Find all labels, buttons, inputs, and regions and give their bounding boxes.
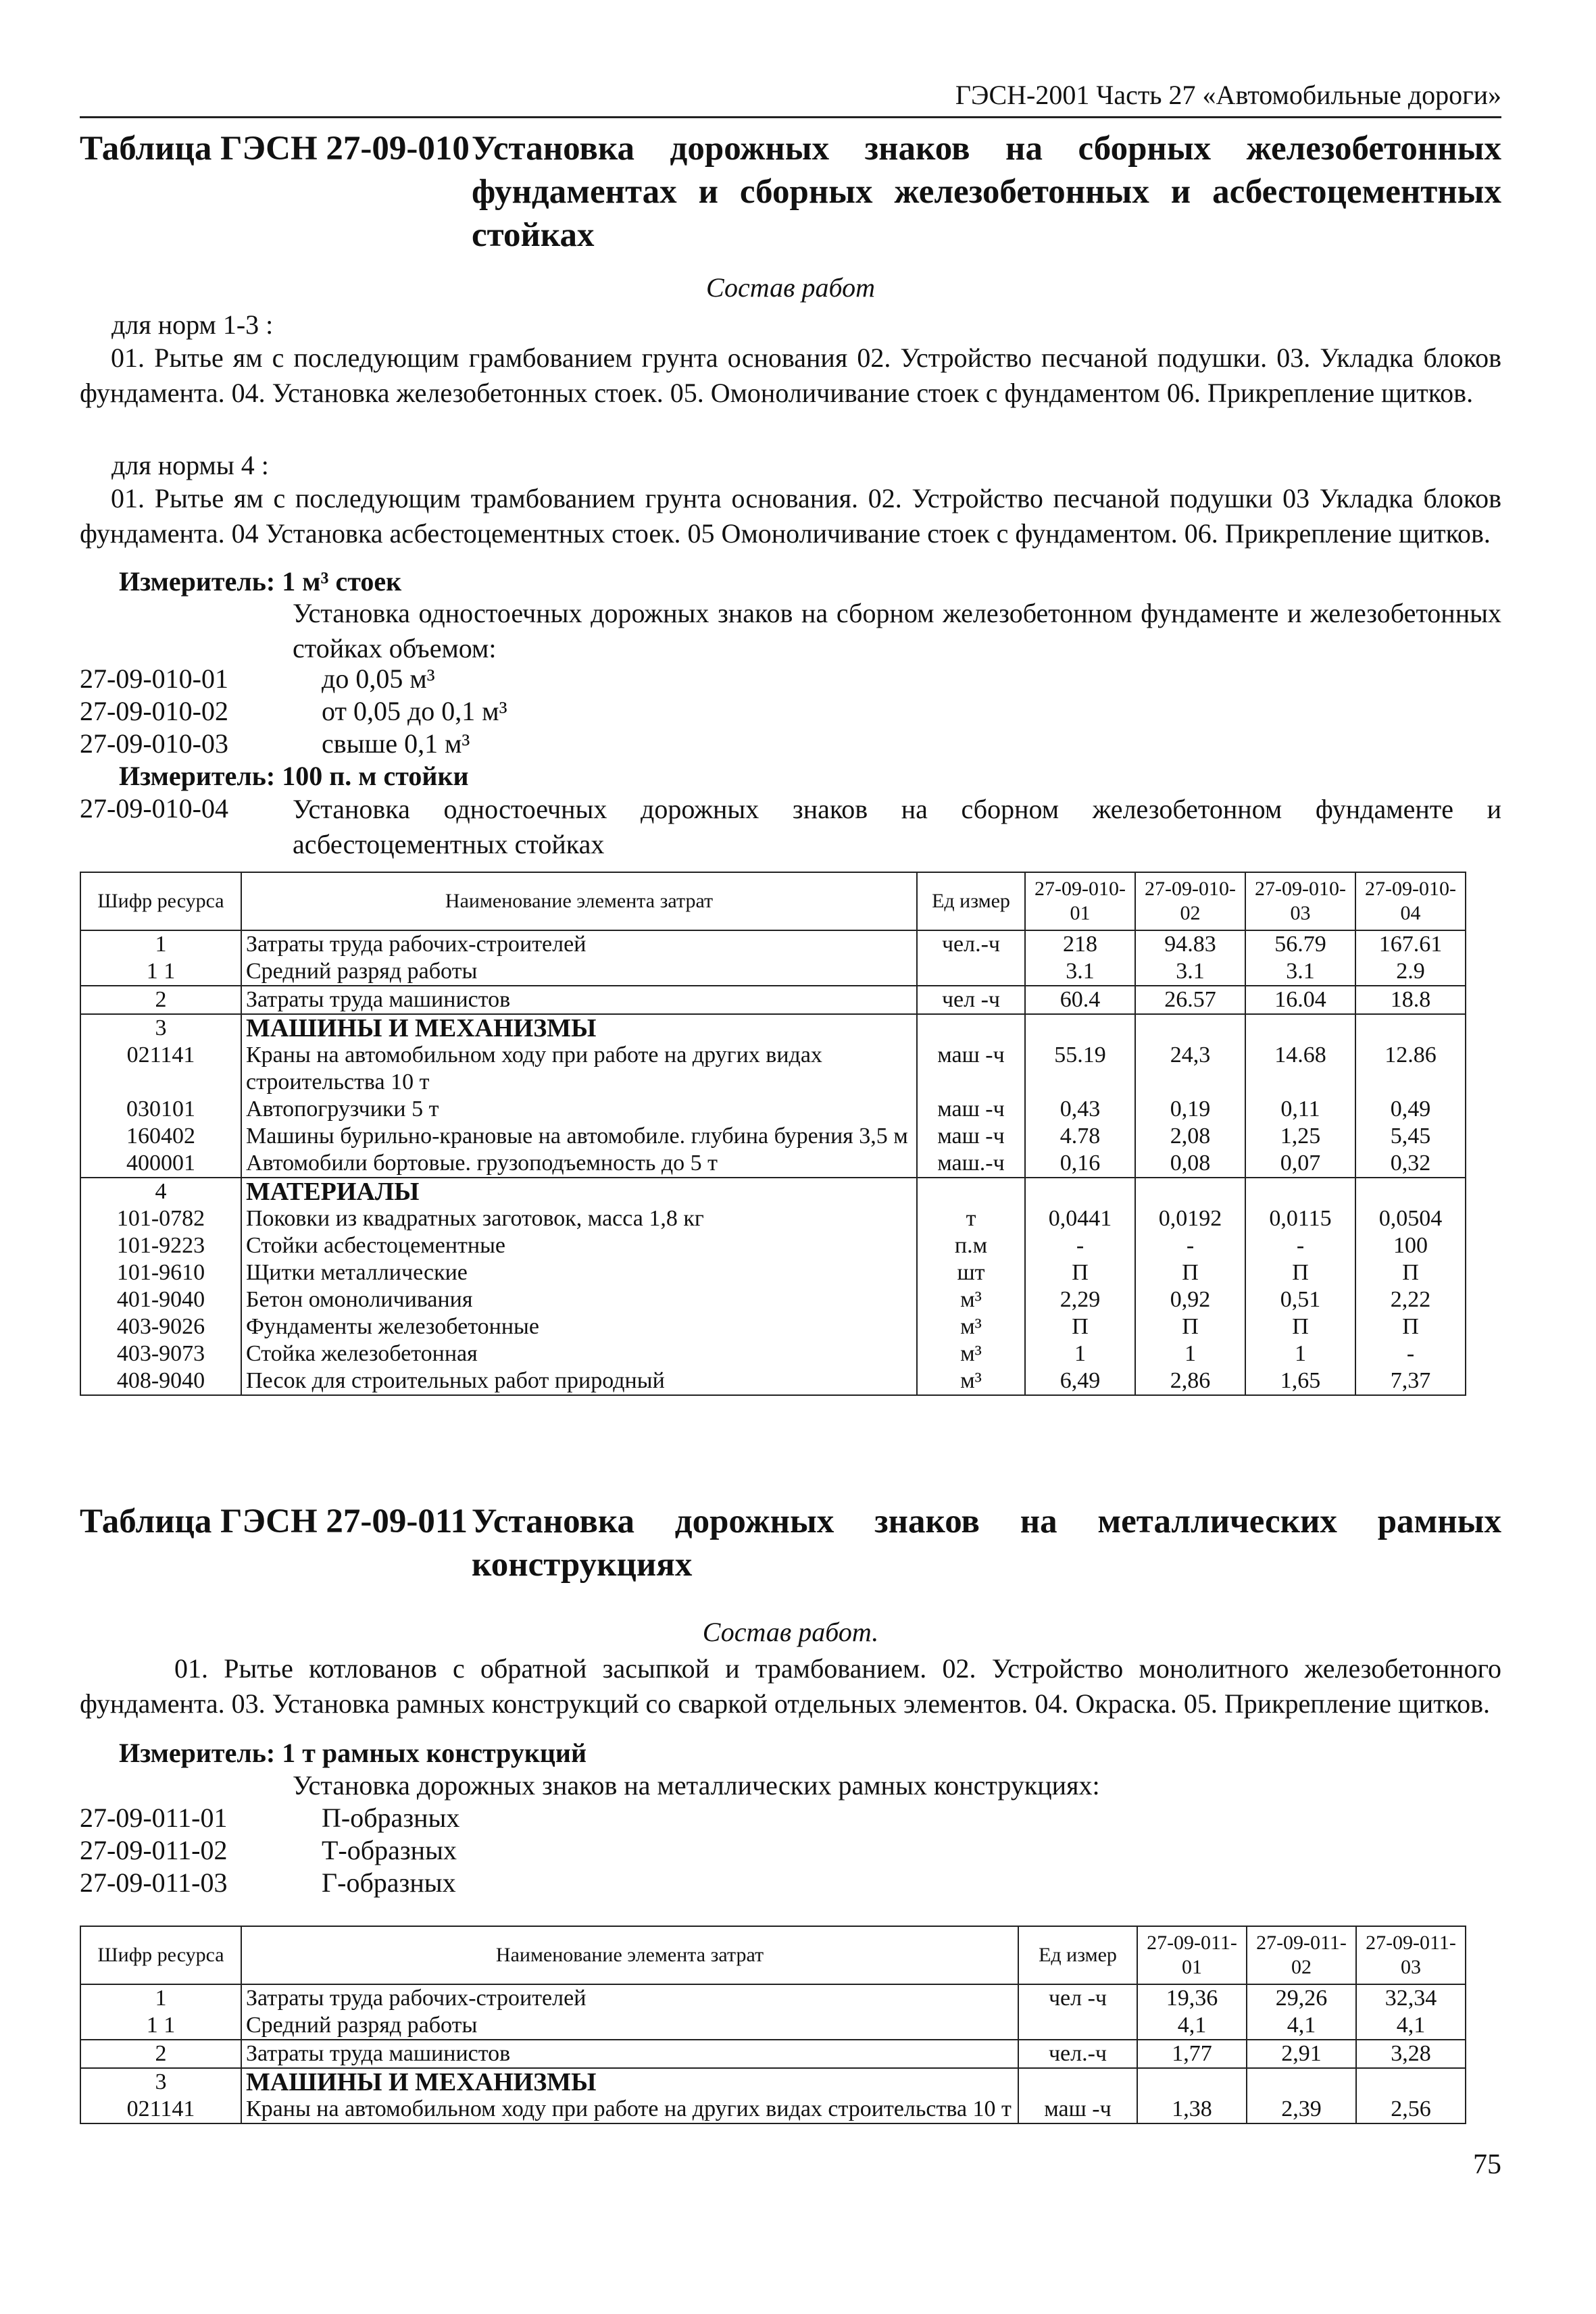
unit-cell: чел.-ч <box>1018 2040 1137 2068</box>
value-cell: - <box>1355 1340 1466 1367</box>
value-cell: 12.86 <box>1355 1042 1466 1096</box>
value-cell: П <box>1355 1313 1466 1340</box>
cost-item-name: Стойки асбестоцементные <box>241 1232 917 1259</box>
value-cell: 94.83 <box>1135 930 1245 958</box>
unit-cell: маш -ч <box>917 1096 1025 1123</box>
value-cell: 167.61 <box>1355 930 1466 958</box>
value-cell <box>1355 1178 1466 1205</box>
unit-cell: т <box>917 1205 1025 1232</box>
unit-cell <box>917 1178 1025 1205</box>
table-row <box>80 1340 1466 1367</box>
value-cell <box>1245 1178 1355 1205</box>
table2-works-heading: Состав работ. <box>702 1617 879 1647</box>
cost-item-name: Затраты труда рабочих-строителей <box>241 930 917 958</box>
table2-code-3-text: Г-образных <box>322 1867 456 1898</box>
table2-code-1: 27-09-011-01 <box>80 1803 228 1833</box>
table1-title <box>80 127 1501 262</box>
cost-item-name: Краны на автомобильном ходу при работе на других видах строительства 10 т <box>241 2096 1018 2123</box>
resource-code: 401-9040 <box>80 1286 241 1313</box>
value-cell: 1,25 <box>1245 1123 1355 1150</box>
table1-intro1: для норм 1-3 : <box>111 309 274 340</box>
resource-code: 403-9073 <box>80 1340 241 1367</box>
table1-code-1-text: до 0,05 м³ <box>322 663 435 694</box>
unit-cell <box>917 958 1025 986</box>
value-cell: 0,92 <box>1135 1286 1245 1313</box>
column-header: 27-09-010-03 <box>1245 872 1355 930</box>
value-cell: - <box>1245 1232 1355 1259</box>
value-cell: 0,07 <box>1245 1150 1355 1178</box>
value-cell <box>1137 2068 1247 2096</box>
unit-cell: маш.-ч <box>917 1150 1025 1178</box>
table-row <box>80 1984 1466 2012</box>
table1-code-4: 27-09-010-04 <box>80 793 228 824</box>
table-row <box>80 1042 1466 1096</box>
value-cell <box>1356 2068 1466 2096</box>
value-cell: 2,56 <box>1356 2096 1466 2123</box>
table-row <box>80 1232 1466 1259</box>
table1-intro2: для нормы 4 : <box>111 450 269 480</box>
value-cell: 0,16 <box>1025 1150 1135 1178</box>
table2-measure: Измеритель: 1 т рамных конструкций <box>119 1738 587 1768</box>
cost-item-name: Автопогрузчики 5 т <box>241 1096 917 1123</box>
table-row <box>80 1286 1466 1313</box>
value-cell: 1,77 <box>1137 2040 1247 2068</box>
table1-header-row <box>80 872 1466 930</box>
value-cell: 0,0441 <box>1025 1205 1135 1232</box>
resource-code: 160402 <box>80 1123 241 1150</box>
value-cell: 26.57 <box>1135 986 1245 1014</box>
unit-cell: маш -ч <box>917 1123 1025 1150</box>
value-cell: 2,08 <box>1135 1123 1245 1150</box>
table1-works-heading: Состав работ <box>706 272 875 303</box>
value-cell: 0,08 <box>1135 1150 1245 1178</box>
table-row <box>80 2040 1466 2068</box>
resource-code: 030101 <box>80 1096 241 1123</box>
resource-code: 2 <box>80 986 241 1014</box>
value-cell <box>1247 2068 1356 2096</box>
value-cell: 4,1 <box>1247 2012 1356 2040</box>
unit-cell: м³ <box>917 1340 1025 1367</box>
value-cell: 3,28 <box>1356 2040 1466 2068</box>
table2-code-3: 27-09-011-03 <box>80 1867 228 1898</box>
table1-code-3-text: свыше 0,1 м³ <box>322 728 470 759</box>
cost-item-name: Краны на автомобильном ходу при работе на других видах строительства 10 т <box>241 1042 917 1096</box>
cost-item-name: Машины бурильно-крановые на автомобиле. глубина бурения 3,5 м <box>241 1123 917 1150</box>
table-row <box>80 1205 1466 1232</box>
value-cell: 32,34 <box>1356 1984 1466 2012</box>
table2-works: 01. Рытье котлованов с обратной засыпкой и трамбованием. 02. Устройство монолитного железобетонного фундамента. 03. Установка рамных конструкций со сваркой отдельных элементов. 04. Окраска. 05. Прикрепление щитков. <box>80 1653 1501 1719</box>
value-cell: 218 <box>1025 930 1135 958</box>
value-cell: 2,29 <box>1025 1286 1135 1313</box>
cost-item-name: МАШИНЫ И МЕХАНИЗМЫ <box>241 2068 1018 2096</box>
value-cell: 0,0192 <box>1135 1205 1245 1232</box>
cost-item-name: Средний разряд работы <box>241 2012 1018 2040</box>
table2-code-2-text: Т-образных <box>322 1835 457 1865</box>
cost-item-name: Поковки из квадратных заготовок, масса 1,8 кг <box>241 1205 917 1232</box>
value-cell <box>1135 1178 1245 1205</box>
table2-header-row <box>80 1926 1466 1984</box>
value-cell: 16.04 <box>1245 986 1355 1014</box>
table1-works1: 01. Рытье ям с последующим грамбованием грунта основания 02. Устройство песчаной подушки. 03. Укладка блоков фундамента. 04. Установка железобетонных стоек. 05. Омоноличивание стоек с фундаментом 06. Прикрепление щитков. <box>80 343 1501 408</box>
table-row <box>80 986 1466 1014</box>
value-cell: 2,22 <box>1355 1286 1466 1313</box>
table-row <box>80 1123 1466 1150</box>
value-cell: 6,49 <box>1025 1367 1135 1395</box>
table1-code-3: 27-09-010-03 <box>80 728 228 759</box>
value-cell: 29,26 <box>1247 1984 1356 2012</box>
table-row <box>80 2012 1466 2040</box>
value-cell: 2,86 <box>1135 1367 1245 1395</box>
value-cell: 100 <box>1355 1232 1466 1259</box>
unit-cell: чел -ч <box>917 986 1025 1014</box>
resource-code: 021141 <box>80 2096 241 2123</box>
value-cell: 60.4 <box>1025 986 1135 1014</box>
value-cell: 1 <box>1025 1340 1135 1367</box>
unit-cell: чел.-ч <box>917 930 1025 958</box>
cost-item-name: Автомобили бортовые. грузоподъемность до 5 т <box>241 1150 917 1178</box>
value-cell: - <box>1025 1232 1135 1259</box>
value-cell: 55.19 <box>1025 1042 1135 1096</box>
value-cell: - <box>1135 1232 1245 1259</box>
table2-label: Таблица ГЭСН 27-09-011 <box>80 1503 468 1540</box>
value-cell <box>1135 1014 1245 1042</box>
resource-code: 1 1 <box>80 958 241 986</box>
cost-item-name: Затраты труда рабочих-строителей <box>241 1984 1018 2012</box>
value-cell <box>1025 1014 1135 1042</box>
table1-label: Таблица ГЭСН 27-09-010 <box>80 130 470 168</box>
value-cell: 2,91 <box>1247 2040 1356 2068</box>
value-cell: 24,3 <box>1135 1042 1245 1096</box>
value-cell: 14.68 <box>1245 1042 1355 1096</box>
value-cell: 5,45 <box>1355 1123 1466 1150</box>
table2-desc: Установка дорожных знаков на металлических рамных конструкциях: <box>293 1770 1100 1801</box>
table1-resources <box>80 872 1466 1396</box>
resource-code: 101-0782 <box>80 1205 241 1232</box>
unit-cell <box>1018 2012 1137 2040</box>
table2-title <box>80 1500 1501 1594</box>
value-cell: П <box>1245 1313 1355 1340</box>
running-header <box>80 78 1501 118</box>
table1-desc1: Установка одностоечных дорожных знаков на сборном железобетонном фундаменте и железобетонных стойках объемом: <box>293 598 1501 663</box>
value-cell: П <box>1025 1259 1135 1286</box>
table-row <box>80 1014 1466 1042</box>
table1-measure1: Измеритель: 1 м³ стоек <box>119 566 402 597</box>
value-cell: 0,49 <box>1355 1096 1466 1123</box>
value-cell: 0,0115 <box>1245 1205 1355 1232</box>
table-row <box>80 2096 1466 2123</box>
table1-code-2: 27-09-010-02 <box>80 696 228 726</box>
resource-code: 101-9610 <box>80 1259 241 1286</box>
unit-cell: чел -ч <box>1018 1984 1137 2012</box>
table1-desc4: Установка одностоечных дорожных знаков на сборном железобетонном фундаменте и асбестоцементных стойках <box>293 794 1501 859</box>
resource-code: 4 <box>80 1178 241 1205</box>
cost-item-name: Средний разряд работы <box>241 958 917 986</box>
table1-measure2: Измеритель: 100 п. м стойки <box>119 761 469 791</box>
unit-cell: п.м <box>917 1232 1025 1259</box>
resource-code: 408-9040 <box>80 1367 241 1395</box>
column-header: 27-09-010-02 <box>1135 872 1245 930</box>
value-cell: 4.78 <box>1025 1123 1135 1150</box>
table2-title-text: Установка дорожных знаков на металлических рамных конструкциях <box>472 1503 1501 1584</box>
cost-item-name: Песок для строительных работ природный <box>241 1367 917 1395</box>
value-cell: П <box>1025 1313 1135 1340</box>
running-header-text: ГЭСН-2001 Часть 27 «Автомобильные дороги» <box>955 80 1501 110</box>
column-header: 27-09-010-04 <box>1355 872 1466 930</box>
value-cell: 0,19 <box>1135 1096 1245 1123</box>
table-row <box>80 2068 1466 2096</box>
value-cell: 4,1 <box>1137 2012 1247 2040</box>
value-cell: 0,11 <box>1245 1096 1355 1123</box>
column-header: Шифр ресурса <box>80 872 241 930</box>
value-cell: 3.1 <box>1025 958 1135 986</box>
value-cell: П <box>1135 1313 1245 1340</box>
column-header: 27-09-010-01 <box>1025 872 1135 930</box>
column-header: Шифр ресурса <box>80 1926 241 1984</box>
value-cell: 0,0504 <box>1355 1205 1466 1232</box>
value-cell: 4,1 <box>1356 2012 1466 2040</box>
unit-cell: м³ <box>917 1313 1025 1340</box>
cost-item-name: МАШИНЫ И МЕХАНИЗМЫ <box>241 1014 917 1042</box>
value-cell: П <box>1245 1259 1355 1286</box>
cost-item-name: МАТЕРИАЛЫ <box>241 1178 917 1205</box>
value-cell: 0,43 <box>1025 1096 1135 1123</box>
value-cell: П <box>1135 1259 1245 1286</box>
table-row <box>80 1150 1466 1178</box>
value-cell: 2.9 <box>1355 958 1466 986</box>
table1-code-1: 27-09-010-01 <box>80 663 228 694</box>
value-cell <box>1355 1014 1466 1042</box>
value-cell: 18.8 <box>1355 986 1466 1014</box>
value-cell: 1,38 <box>1137 2096 1247 2123</box>
value-cell: 1 <box>1135 1340 1245 1367</box>
value-cell: 56.79 <box>1245 930 1355 958</box>
resource-code: 1 <box>80 1984 241 2012</box>
resource-code: 3 <box>80 2068 241 2096</box>
value-cell: 1,65 <box>1245 1367 1355 1395</box>
cost-item-name: Щитки металлические <box>241 1259 917 1286</box>
table-row <box>80 1178 1466 1205</box>
value-cell: 19,36 <box>1137 1984 1247 2012</box>
table-row <box>80 1313 1466 1340</box>
table2-code-2: 27-09-011-02 <box>80 1835 228 1865</box>
table2-code-1-text: П-образных <box>322 1803 460 1833</box>
value-cell: 3.1 <box>1135 958 1245 986</box>
resource-code: 101-9223 <box>80 1232 241 1259</box>
table-row <box>80 1259 1466 1286</box>
table2-resources <box>80 1926 1466 2124</box>
resource-code: 1 1 <box>80 2012 241 2040</box>
value-cell: 0,32 <box>1355 1150 1466 1178</box>
table-row <box>80 930 1466 958</box>
value-cell <box>1025 1178 1135 1205</box>
cost-item-name: Затраты труда машинистов <box>241 2040 1018 2068</box>
resource-code: 403-9026 <box>80 1313 241 1340</box>
resource-code: 3 <box>80 1014 241 1042</box>
table-row <box>80 1367 1466 1395</box>
table-row <box>80 958 1466 986</box>
table1-code-2-text: от 0,05 до 0,1 м³ <box>322 696 507 726</box>
table1-works2: 01. Рытье ям с последующим трамбованием грунта основания. 02. Устройство песчаной подушки 03 Укладка блоков фундамента. 04 Установка асбестоцементных стоек. 05 Омоноличивание стоек с фундаментом. 06. Прикрепление щитков. <box>80 483 1501 549</box>
value-cell: 0,51 <box>1245 1286 1355 1313</box>
column-header: Ед измер <box>917 872 1025 930</box>
resource-code: 021141 <box>80 1042 241 1096</box>
unit-cell: маш -ч <box>917 1042 1025 1096</box>
value-cell <box>1245 1014 1355 1042</box>
value-cell: 7,37 <box>1355 1367 1466 1395</box>
value-cell: 2,39 <box>1247 2096 1356 2123</box>
cost-item-name: Бетон омоноличивания <box>241 1286 917 1313</box>
table-row <box>80 1096 1466 1123</box>
column-header: 27-09-011-01 <box>1137 1926 1247 1984</box>
column-header: 27-09-011-03 <box>1356 1926 1466 1984</box>
column-header: 27-09-011-02 <box>1247 1926 1356 1984</box>
table1-title-text: Установка дорожных знаков на сборных железобетонных фундаментах и сборных железобетонных и асбестоцементных стойках <box>472 130 1501 254</box>
unit-cell: маш -ч <box>1018 2096 1137 2123</box>
cost-item-name: Затраты труда машинистов <box>241 986 917 1014</box>
resource-code: 400001 <box>80 1150 241 1178</box>
column-header: Наименование элемента затрат <box>241 872 917 930</box>
value-cell: П <box>1355 1259 1466 1286</box>
value-cell: 3.1 <box>1245 958 1355 986</box>
unit-cell: м³ <box>917 1286 1025 1313</box>
unit-cell <box>917 1014 1025 1042</box>
resource-code: 2 <box>80 2040 241 2068</box>
page-number: 75 <box>1473 2149 1501 2180</box>
cost-item-name: Стойка железобетонная <box>241 1340 917 1367</box>
value-cell: 1 <box>1245 1340 1355 1367</box>
column-header: Наименование элемента затрат <box>241 1926 1018 1984</box>
unit-cell <box>1018 2068 1137 2096</box>
unit-cell: шт <box>917 1259 1025 1286</box>
cost-item-name: Фундаменты железобетонные <box>241 1313 917 1340</box>
column-header: Ед измер <box>1018 1926 1137 1984</box>
resource-code: 1 <box>80 930 241 958</box>
unit-cell: м³ <box>917 1367 1025 1395</box>
